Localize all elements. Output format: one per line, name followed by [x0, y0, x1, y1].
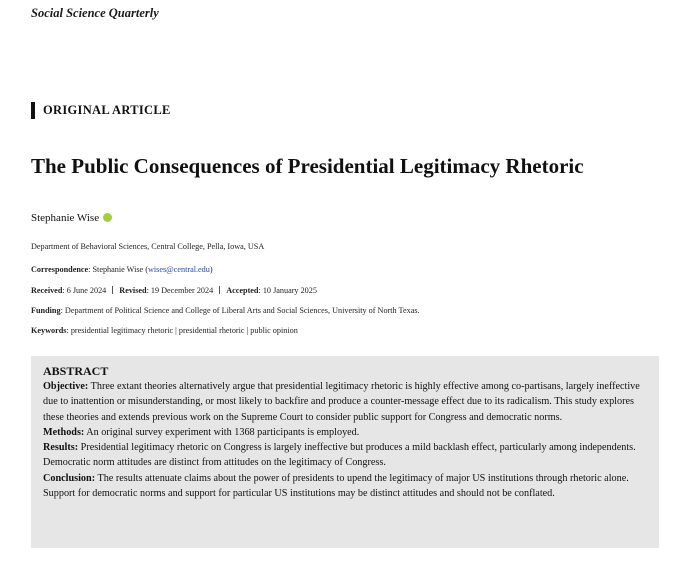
divider — [112, 286, 113, 294]
keywords-label: Keywords — [31, 326, 67, 335]
accepted-date: 10 January 2025 — [262, 286, 317, 295]
abstract-objective — [43, 379, 647, 425]
received-label: Received — [31, 286, 63, 295]
keywords-text: presidential legitimacy rhetoric | presidential rhetoric | public opinion — [70, 326, 298, 335]
orcid-icon[interactable] — [103, 213, 112, 222]
methods-text: An original survey experiment with 1368 participants is employed. — [86, 426, 360, 438]
funding-label: Funding — [31, 306, 61, 315]
methods-label: Methods: — [43, 426, 85, 438]
conclusion-label: Conclusion: — [43, 472, 96, 484]
abstract-heading: ABSTRACT — [43, 364, 109, 378]
abstract-results — [43, 440, 647, 471]
correspondence-name: Stephanie Wise — [92, 265, 144, 274]
accepted-label: Accepted — [226, 286, 259, 295]
dates-line: Received: 6 June 2024 Revised: 19 December 2024 Accepted: 10 January 2025 — [31, 286, 317, 295]
correspondence-email-link[interactable]: wises@central.edu — [147, 265, 210, 274]
objective-text: Three extant theories alternatively argue that presidential legitimacy rhetoric is highly effective among co-partisans, largely ineffective due to inattention or misunderstanding, or most likely to backfire and produce a counter-message effect due to its radicalism. This study explores these theories and extends previous work on the Supreme Court to consider public support for Congress and democratic norms. — [43, 381, 640, 423]
abstract-conclusion — [43, 471, 647, 502]
correspondence: Correspondence: Stephanie Wise (wises@central.edu) — [31, 265, 213, 274]
affiliation: Department of Behavioral Sciences, Central College, Pella, Iowa, USA — [31, 242, 265, 251]
divider — [219, 286, 220, 294]
article-title: The Public Consequences of Presidential Legitimacy Rhetoric — [31, 154, 584, 178]
revised-date: 19 December 2024 — [150, 286, 214, 295]
received-date: 6 June 2024 — [66, 286, 107, 295]
funding-text: Department of Political Science and College of Liberal Arts and Social Sciences, University of North Texas. — [64, 306, 420, 315]
conclusion-text: The results attenuate claims about the power of presidents to upend the legitimacy of major US institutions through rhetoric alone. Support for democratic norms and support for particular US institutions may be distinct attitudes and should not be conflated. — [43, 472, 629, 500]
revised-label: Revised — [119, 286, 147, 295]
results-label: Results: — [43, 442, 79, 454]
article-type-label: ORIGINAL ARTICLE — [43, 103, 171, 117]
author-line — [31, 212, 112, 224]
objective-label: Objective: — [43, 381, 89, 392]
funding: Funding: Department of Political Science and College of Liberal Arts and Social Sciences, University of North Texas. — [31, 306, 420, 315]
abstract-methods — [43, 425, 647, 440]
correspondence-label: Correspondence — [31, 265, 89, 274]
abstract-box — [31, 356, 659, 548]
journal-name: Social Science Quarterly — [31, 6, 159, 20]
author-name[interactable]: Stephanie Wise — [31, 212, 100, 224]
article-type-bar — [31, 102, 35, 119]
article-type-header — [31, 102, 171, 119]
results-text: Presidential legitimacy rhetoric on Congress is largely ineffective but produces a mild backlash effect, particularly among independents. Democratic norm attitudes are distinct from attitudes on the legitimacy of Congress. — [43, 442, 636, 469]
keywords: Keywords: presidential legitimacy rhetoric | presidential rhetoric | public opinion — [31, 326, 298, 335]
